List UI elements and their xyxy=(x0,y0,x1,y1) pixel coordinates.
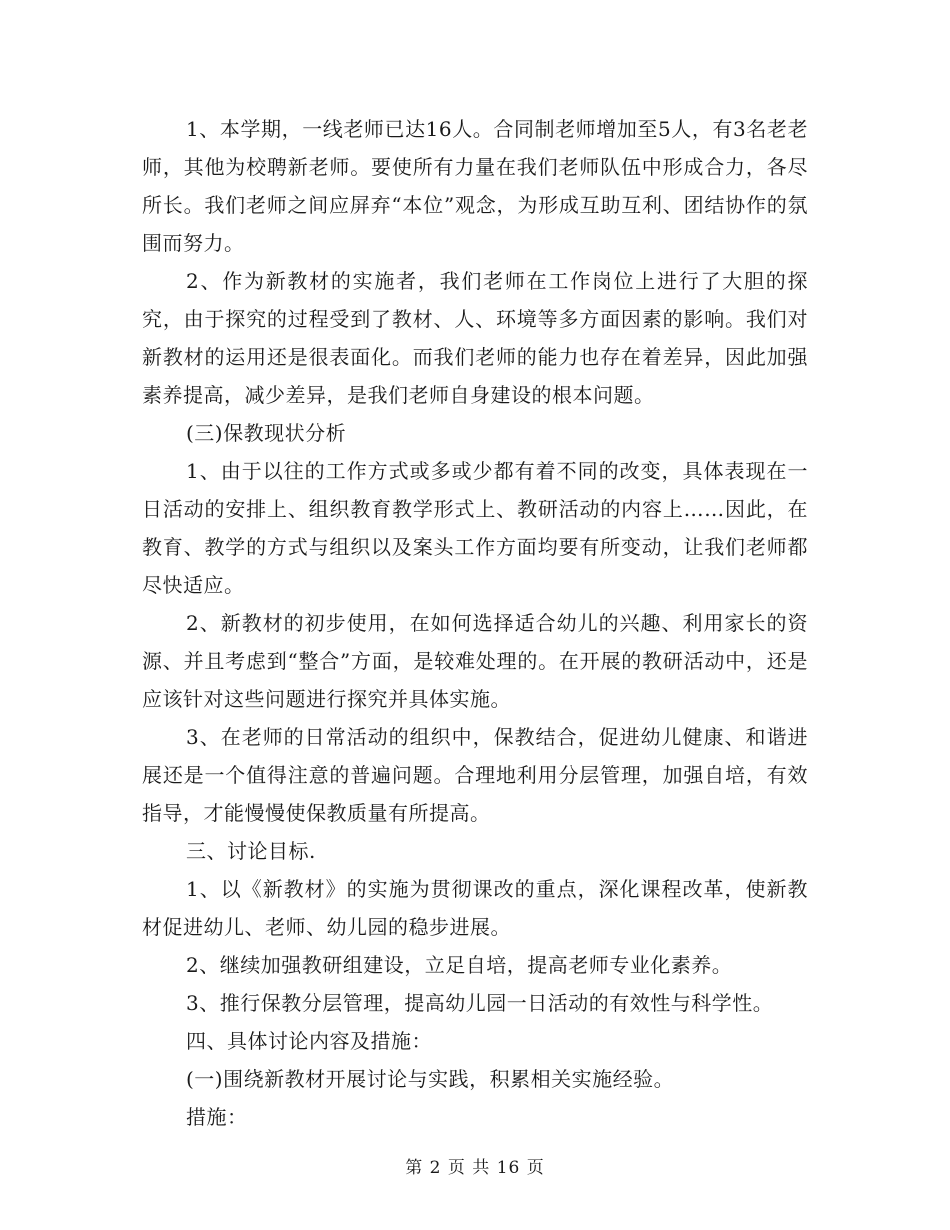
goal-item-1: 1、以《新教材》的实施为贯彻课改的重点，深化课程改革，使新教材促进幼儿、老师、幼儿园的稳步进展。 xyxy=(142,877,808,939)
goal-item-3: 3、推行保教分层管理，提高幼儿园一日活动的有效性与科学性。 xyxy=(186,991,774,1015)
paragraph-teacher-count: 1、本学期，一线老师已达16人。合同制老师增加至5人，有3名老老师，其他为校聘新老师。要使所有力量在我们老师队伍中形成合力，各尽所长。我们老师之间应屏弃“本位”观念，为形成互助互利、团结协作的氛围而努力。 xyxy=(142,117,808,255)
paragraph-work-method-change: 1、由于以往的工作方式或多或少都有着不同的改变，具体表现在一日活动的安排上、组织教育教学形式上、教研活动的内容上……因此，在教育、教学的方式与组织以及案头工作方面均要有所变动，让我们老师都尽快适应。 xyxy=(142,459,808,597)
document-body xyxy=(142,110,808,1136)
goal-item-2: 2、继续加强教研组建设，立足自培，提高老师专业化素养。 xyxy=(186,953,733,977)
paragraph-textbook-initial-use: 2、新教材的初步使用，在如何选择适合幼儿的兴趣、利用家长的资源、并且考虑到“整合”方面，是较难处理的。在开展的教研活动中，还是应该针对这些问题进行探究并具体实施。 xyxy=(142,611,808,711)
subsection-heading-new-textbook: (一)围绕新教材开展讨论与实践，积累相关实施经验。 xyxy=(186,1067,675,1091)
paragraph-new-textbook-exploration: 2、作为新教材的实施者，我们老师在工作岗位上进行了大胆的探究，由于探究的过程受到了教材、人、环境等多方面因素的影响。我们对新教材的运用还是很表面化。而我们老师的能力也存在着差异，因此加强素养提高，减少差异，是我们老师自身建设的根本问题。 xyxy=(142,269,808,407)
page-number-footer: 第 2 页 共 16 页 xyxy=(405,1158,545,1178)
paragraph-daily-activity-organization: 3、在老师的日常活动的组织中，保教结合，促进幼儿健康、和谐进展还是一个值得注意的普遍问题。合理地利用分层管理，加强自培，有效指导，才能慢慢使保教质量有所提高。 xyxy=(142,725,808,825)
section-heading-care-education-analysis: (三)保教现状分析 xyxy=(186,421,347,445)
section-heading-content-measures: 四、具体讨论内容及措施： xyxy=(186,1029,432,1053)
measures-label: 措施： xyxy=(186,1105,248,1129)
section-heading-discussion-goals: 三、讨论目标. xyxy=(186,839,316,863)
